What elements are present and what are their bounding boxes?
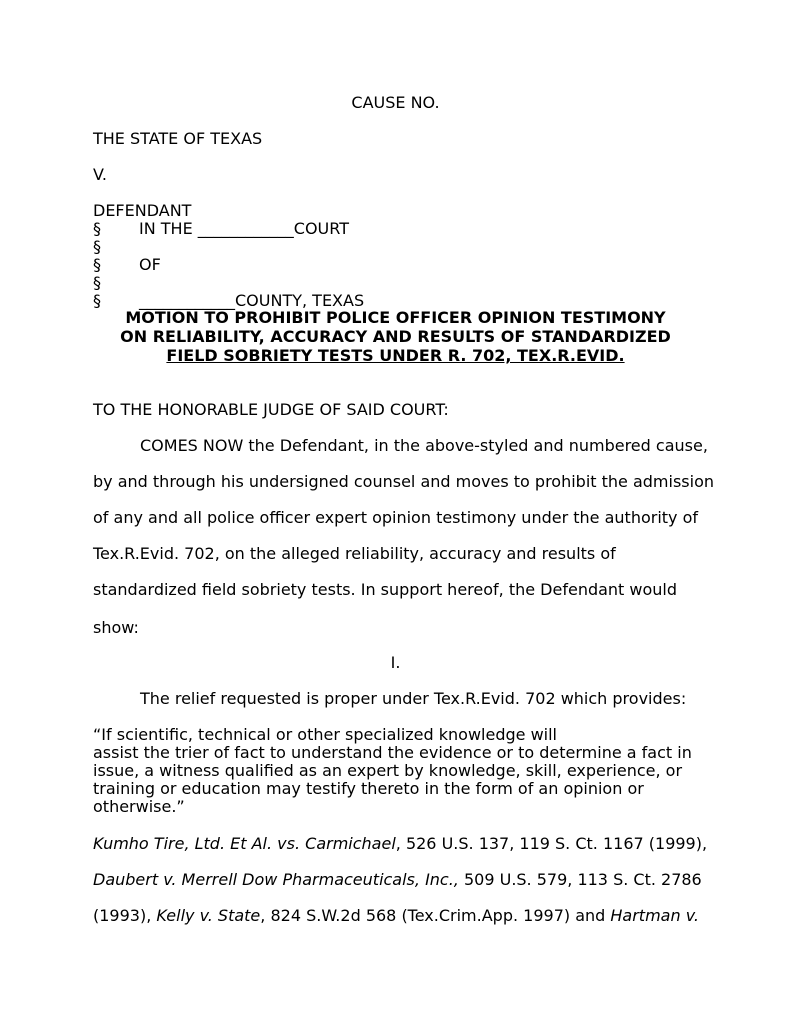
motion-title-line-3 <box>0 346 791 366</box>
case-name: Kumho Tire, Ltd. Et Al. vs. Carmichael <box>93 834 396 853</box>
citation-line-2 <box>93 871 702 889</box>
court-line: IN THE ____________COURT <box>139 219 349 238</box>
section-heading: I. <box>390 653 401 672</box>
salutation: TO THE HONORABLE JUDGE OF SAID COURT: <box>93 400 449 419</box>
caption-of-row <box>93 256 161 274</box>
of-line: OF <box>139 255 161 274</box>
section-symbol: § <box>93 273 101 292</box>
quote-line: issue, a witness qualified as an expert by knowledge, skill, experience, or <box>93 761 683 780</box>
section-symbol: § <box>93 237 101 256</box>
intro-line: Tex.R.Evid. 702, on the alleged reliability, accuracy and results of <box>93 544 616 563</box>
county-line: ____________COUNTY, TEXAS <box>139 291 365 310</box>
citation-text: , 824 S.W.2d 568 (Tex.Crim.App. 1997) and <box>260 906 611 925</box>
state-party: THE STATE OF TEXAS <box>93 129 263 148</box>
citation-line-3 <box>93 907 699 925</box>
quote-line: assist the trier of fact to understand the evidence or to determine a fact in <box>93 743 692 762</box>
section-symbol: § <box>93 291 101 310</box>
intro-line: COMES NOW the Defendant, in the above-styled and numbered cause, <box>140 436 708 455</box>
intro-line: of any and all police officer expert opinion testimony under the authority of <box>93 508 699 527</box>
relief-line: The relief requested is proper under Tex.R.Evid. 702 which provides: <box>140 689 687 708</box>
case-name: Kelly v. State <box>156 906 261 925</box>
intro-line: show: <box>93 618 139 637</box>
case-name: Daubert v. Merrell Dow Pharmaceuticals, Inc., <box>93 870 459 889</box>
citation-line-1 <box>93 835 707 853</box>
motion-title-line-2: ON RELIABILITY, ACCURACY AND RESULTS OF STANDARDIZED <box>120 327 671 346</box>
intro-line: by and through his undersigned counsel and moves to prohibit the admission <box>93 472 715 491</box>
cause-number: CAUSE NO. <box>351 93 440 112</box>
case-name: Hartman v. <box>610 906 699 925</box>
versus: V. <box>93 165 107 184</box>
citation-text: , 526 U.S. 137, 119 S. Ct. 1167 (1999), <box>395 834 708 853</box>
defendant-party: DEFENDANT <box>93 201 192 220</box>
citation-text: 509 U.S. 579, 113 S. Ct. 2786 <box>458 870 702 889</box>
motion-title-line-3-text: FIELD SOBRIETY TESTS UNDER R. 702, TEX.R.EVID. <box>166 346 625 365</box>
caption-court-row <box>93 220 349 238</box>
citation-text: (1993), <box>93 906 157 925</box>
quote-line: otherwise.” <box>93 797 185 816</box>
intro-line: standardized field sobriety tests. In support hereof, the Defendant would <box>93 580 678 599</box>
section-symbol: § <box>93 219 101 238</box>
quote-line: training or education may testify thereto in the form of an opinion or <box>93 779 644 798</box>
motion-title-line-1: MOTION TO PROHIBIT POLICE OFFICER OPINION TESTIMONY <box>125 308 666 327</box>
section-symbol: § <box>93 255 101 274</box>
quote-line: “If scientific, technical or other specialized knowledge will <box>93 725 557 744</box>
